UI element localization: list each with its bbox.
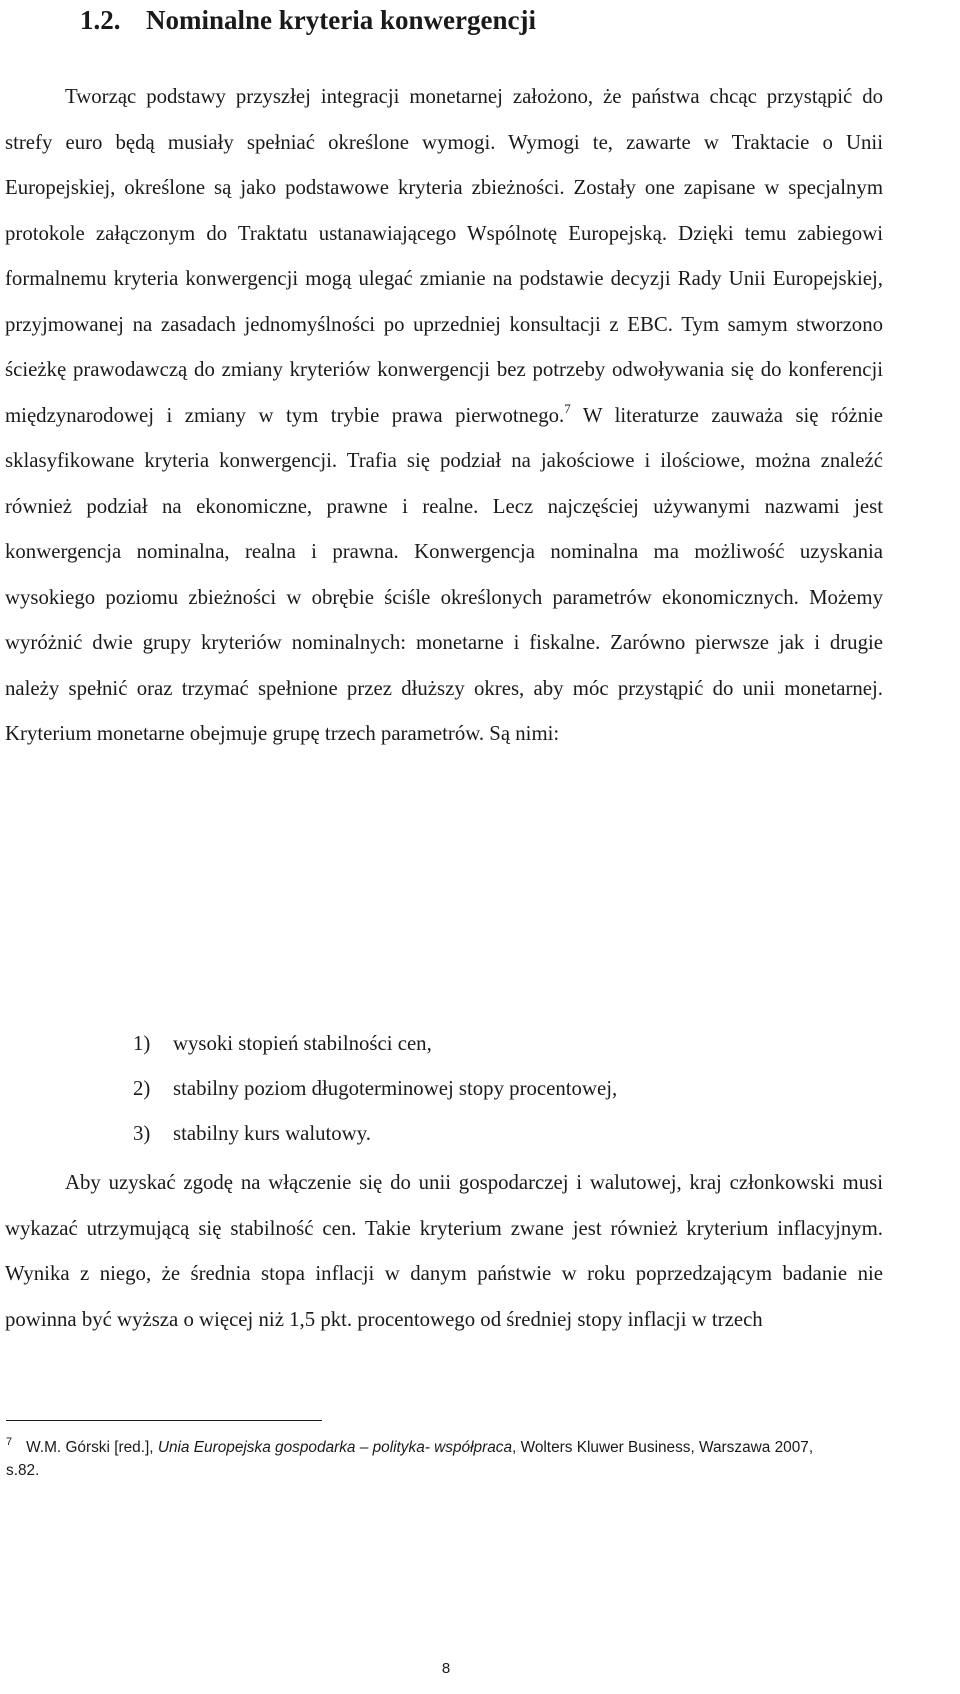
list-item-text: wysoki stopień stabilności cen,	[173, 1032, 432, 1055]
section-heading	[80, 2, 536, 38]
footnote-book-title: Unia Europejska gospodarka – polityka- współpraca	[157, 1439, 513, 1456]
list-item-text: stabilny poziom długoterminowej stopy procentowej,	[173, 1077, 618, 1100]
footnote-reference: 7	[564, 400, 571, 416]
section-number: 1.2.	[80, 5, 121, 35]
list-item-number: 1)	[133, 1032, 151, 1055]
page-number: 8	[441, 1660, 451, 1677]
list-item	[133, 1069, 617, 1114]
body-paragraph: Aby uzyskać zgodę na włączenie się do unii gospodarczej i walutowej, kraj członkowski musi wykazać utrzymującą się stabilność cen. Takie kryterium zwane jest również kryterium inflacyjnym. Wynika z niego, że średnia stopa inflacji w danym państwie w roku poprzedzającym badanie nie powinna być wyższa o więcej niż 1,5 pkt. procentowego od średniej stopy inflacji w trzech	[5, 1171, 883, 1331]
footnote-authors: W.M. Górski [red.],	[26, 1439, 154, 1456]
section-title: Nominalne kryteria konwergencji	[146, 5, 536, 35]
list-item-number: 3)	[133, 1122, 151, 1145]
monetary-criteria-list	[133, 1024, 617, 1159]
paragraph-text-part2: W literaturze zauważa się różnie sklasyfikowane kryteria konwergencji. Trafia się podział na jakościowe i ilościowe, można znaleźć również podział na ekonomiczne, prawne i realne. Lecz najczęściej używanymi nazwami jest konwergencja nominalna, realna i prawna. Konwergencja nominalna ma możliwość uzyskania wysokiego poziomu zbieżności w obrębie ściśle określonych parametrów ekonomicznych. Możemy wyróżnić dwie grupy kryteriów nominalnych: monetarne i fiskalne. Zarówno pierwsze jak i drugie należy spełnić oraz trzymać spełnione przez dłuższy okres, aby móc przystąpić do unii monetarnej. Kryterium monetarne obejmuje grupę trzech parametrów. Są nimi:	[5, 403, 883, 745]
footnote-divider	[6, 1420, 322, 1421]
footnote	[6, 1436, 836, 1482]
paragraph-text-part1: Tworząc podstawy przyszłej integracji monetarnej założono, że państwa chcąc przystąpić do strefy euro będą musiały spełniać określone wymogi. Wymogi te, zawarte w Traktacie o Unii Europejskiej, określone są jako podstawowe kryteria zbieżności. Zostały one zapisane w specjalnym protokole załączonym do Traktatu ustanawiającego Wspólnotę Europejską. Dzięki temu zabiegowi formalnemu kryteria konwergencji mogą ulegać zmianie na podstawie decyzji Rady Unii Europejskiej, przyjmowanej na zasadach jednomyślności po uprzedniej konsultacji z EBC. Tym samym stworzono ścieżkę prawodawczą do zmiany kryteriów konwergencji bez potrzeby odwoływania się do konferencji międzynarodowej i zmiany w tym trybie prawa pierwotnego.	[5, 85, 883, 427]
footnote-publication: , Wolters Kluwer Business, Warszawa 2007, s.82.	[6, 1439, 814, 1479]
footnote-number: 7	[6, 1436, 13, 1448]
list-item	[133, 1024, 617, 1069]
list-item	[133, 1114, 617, 1159]
body-paragraph	[5, 74, 883, 757]
list-item-text: stabilny kurs walutowy.	[173, 1122, 371, 1145]
list-item-number: 2)	[133, 1077, 151, 1100]
